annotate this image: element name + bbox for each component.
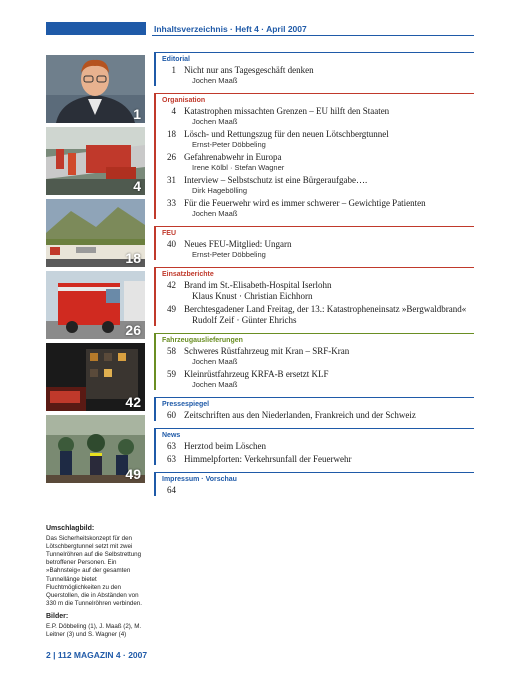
section-bar <box>154 428 156 465</box>
photo-portrait <box>46 55 145 123</box>
entry-page: 58 <box>167 346 176 356</box>
photo-hospital-fire <box>46 343 145 411</box>
section-bar <box>154 93 156 219</box>
entry-page: 59 <box>167 369 176 379</box>
entry-title: Kleinrüstfahrzeug KRFA-B ersetzt KLF <box>184 369 329 379</box>
entry-title: Lösch- und Rettungszug für den neuen Lötschbergtunnel <box>184 129 389 139</box>
entry-page: 60 <box>167 410 176 420</box>
entry-page: 31 <box>167 175 176 185</box>
entry-page: 1 <box>171 65 176 75</box>
entry-title <box>184 485 474 496</box>
section-heading: Organisation <box>162 97 206 104</box>
page-footer: 2 | 112 MAGAZIN 4 · 2007 <box>46 650 148 660</box>
entry-title: Himmelpforten: Verkehrsunfall der Feuerwehr <box>184 454 352 464</box>
photo-page-number: 4 <box>133 178 141 194</box>
toc-section-editorial <box>154 52 474 86</box>
toc-section-pressespiegel <box>154 397 474 421</box>
toc-entry[interactable] <box>154 152 474 173</box>
section-bar <box>154 333 156 390</box>
toc-section-feu <box>154 226 474 260</box>
section-heading: Editorial <box>162 56 191 63</box>
entry-author: Jochen Maaß <box>192 76 238 85</box>
photo-page-number: 1 <box>133 106 141 122</box>
entry-author: Jochen Maaß <box>192 209 238 218</box>
section-heading: Einsatzberichte <box>162 271 214 278</box>
entry-page: 18 <box>167 129 176 139</box>
entry-author: Jochen Maaß <box>192 380 238 389</box>
entry-page: 33 <box>167 198 176 208</box>
photo-page-number: 49 <box>125 466 141 482</box>
entry-title: Gefahrenabwehr in Europa <box>184 152 282 162</box>
toc-entry[interactable] <box>154 198 474 219</box>
entry-author: Jochen Maaß <box>192 117 238 126</box>
credits-text: E.P. Döbbeling (1), J. Maaß (2), M. Leitner (3) und S. Wagner (4) <box>46 623 142 639</box>
toc-section-einsatzberichte <box>154 267 474 326</box>
section-heading: Pressespiegel <box>162 401 210 408</box>
entry-page: 4 <box>171 106 176 116</box>
entry-page: 26 <box>167 152 176 162</box>
photo-page-number: 18 <box>125 250 141 266</box>
entry-title: Herztod beim Löschen <box>184 441 266 451</box>
entry-page: 63 <box>167 454 176 464</box>
page-title: Inhaltsverzeichnis · Heft 4 · April 2007 <box>154 24 307 34</box>
entry-author: Rudolf Zeif · Günter Ehrichs <box>192 315 297 325</box>
portrait-image <box>46 55 145 123</box>
photo-page-number: 42 <box>125 394 141 410</box>
entry-page: 49 <box>167 304 176 314</box>
section-bar <box>154 472 156 496</box>
entry-author: Irene Kölbl · Stefan Wagner <box>192 163 285 172</box>
photo-rescue-drill <box>46 127 145 195</box>
entry-title: Neues FEU-Mitglied: Ungarn <box>184 239 292 249</box>
entry-title: Zeitschriften aus den Niederlanden, Frankreich und der Schweiz <box>184 410 416 420</box>
toc-entry[interactable] <box>154 65 474 86</box>
section-bar <box>154 226 156 260</box>
entry-title: Nicht nur ans Tagesgeschäft denken <box>184 65 314 75</box>
entry-page: 63 <box>167 441 176 451</box>
toc-section-organisation <box>154 93 474 219</box>
entry-title: Für die Feuerwehr wird es immer schwerer – Gewichtige Patienten <box>184 198 426 208</box>
toc-entry[interactable] <box>154 485 474 496</box>
entry-page: 42 <box>167 280 176 290</box>
section-heading: Fahrzeugauslieferungen <box>162 337 243 344</box>
header-rule <box>152 35 474 36</box>
table-of-contents <box>154 52 474 503</box>
entry-page: 64 <box>167 485 176 495</box>
section-heading: Impressum · Vorschau <box>162 476 237 483</box>
section-heading: FEU <box>162 230 176 237</box>
entry-title: Schweres Rüstfahrzeug mit Kran – SRF-Kran <box>184 346 350 356</box>
toc-entry[interactable] <box>154 454 474 465</box>
toc-entry[interactable] <box>154 239 474 260</box>
section-bar <box>154 397 156 421</box>
toc-entry[interactable] <box>154 280 474 302</box>
entry-author: Dirk Hagebölling <box>192 186 248 195</box>
toc-entry[interactable] <box>154 129 474 150</box>
photo-forest-fire <box>46 415 145 483</box>
cover-caption <box>46 525 146 644</box>
toc-entry[interactable] <box>154 441 474 452</box>
entry-author: Ernst-Peter Döbbeling <box>192 140 266 149</box>
toc-entry[interactable] <box>154 410 474 421</box>
section-bar <box>154 52 156 86</box>
rescue-image <box>46 127 145 195</box>
entry-title: Katastrophen missachten Grenzen – EU hilft den Staaten <box>184 106 390 116</box>
section-heading: News <box>162 432 181 439</box>
entry-author: Klaus Knust · Christian Eichhorn <box>192 291 313 301</box>
entry-title: Berchtesgadener Land Freitag, der 13.: Katastropheneinsatz »Bergwaldbrand« <box>184 304 467 314</box>
cover-text: Das Sicherheitskonzept für den Lötschbergtunnel setzt mit zwei Tunnelröhren auf die Selbstrettung betroffener Personen. Ein »Bahnsteig« auf der gesamten Tunnellänge bietet Fluchtmöglichkeiten zu den Querstollen, die in Abständen von 330 m die Tunnelröhren verbinden. <box>46 535 142 607</box>
toc-entry[interactable] <box>154 369 474 390</box>
credits-heading: Bilder: <box>46 612 69 620</box>
toc-section-news <box>154 428 474 465</box>
section-bar <box>154 267 156 326</box>
entry-author: Ernst-Peter Döbbeling <box>192 250 266 259</box>
header-accent-bar <box>46 22 146 35</box>
toc-section-fahrzeugauslieferungen <box>154 333 474 390</box>
toc-entry[interactable] <box>154 106 474 127</box>
toc-entry[interactable] <box>154 175 474 196</box>
photo-fire-truck <box>46 271 145 339</box>
photo-tunnel-train <box>46 199 145 267</box>
toc-section-impressum <box>154 472 474 496</box>
entry-title: Interview – Selbstschutz ist eine Bürgeraufgabe…. <box>184 175 368 185</box>
entry-page: 40 <box>167 239 176 249</box>
photo-page-number: 26 <box>125 322 141 338</box>
toc-entry[interactable] <box>154 346 474 367</box>
toc-entry[interactable] <box>154 304 474 326</box>
photo-column <box>46 55 145 487</box>
entry-title: Brand im St.-Elisabeth-Hospital Iserlohn <box>184 280 332 290</box>
entry-author: Jochen Maaß <box>192 357 238 366</box>
cover-heading: Umschlagbild: <box>46 525 95 532</box>
